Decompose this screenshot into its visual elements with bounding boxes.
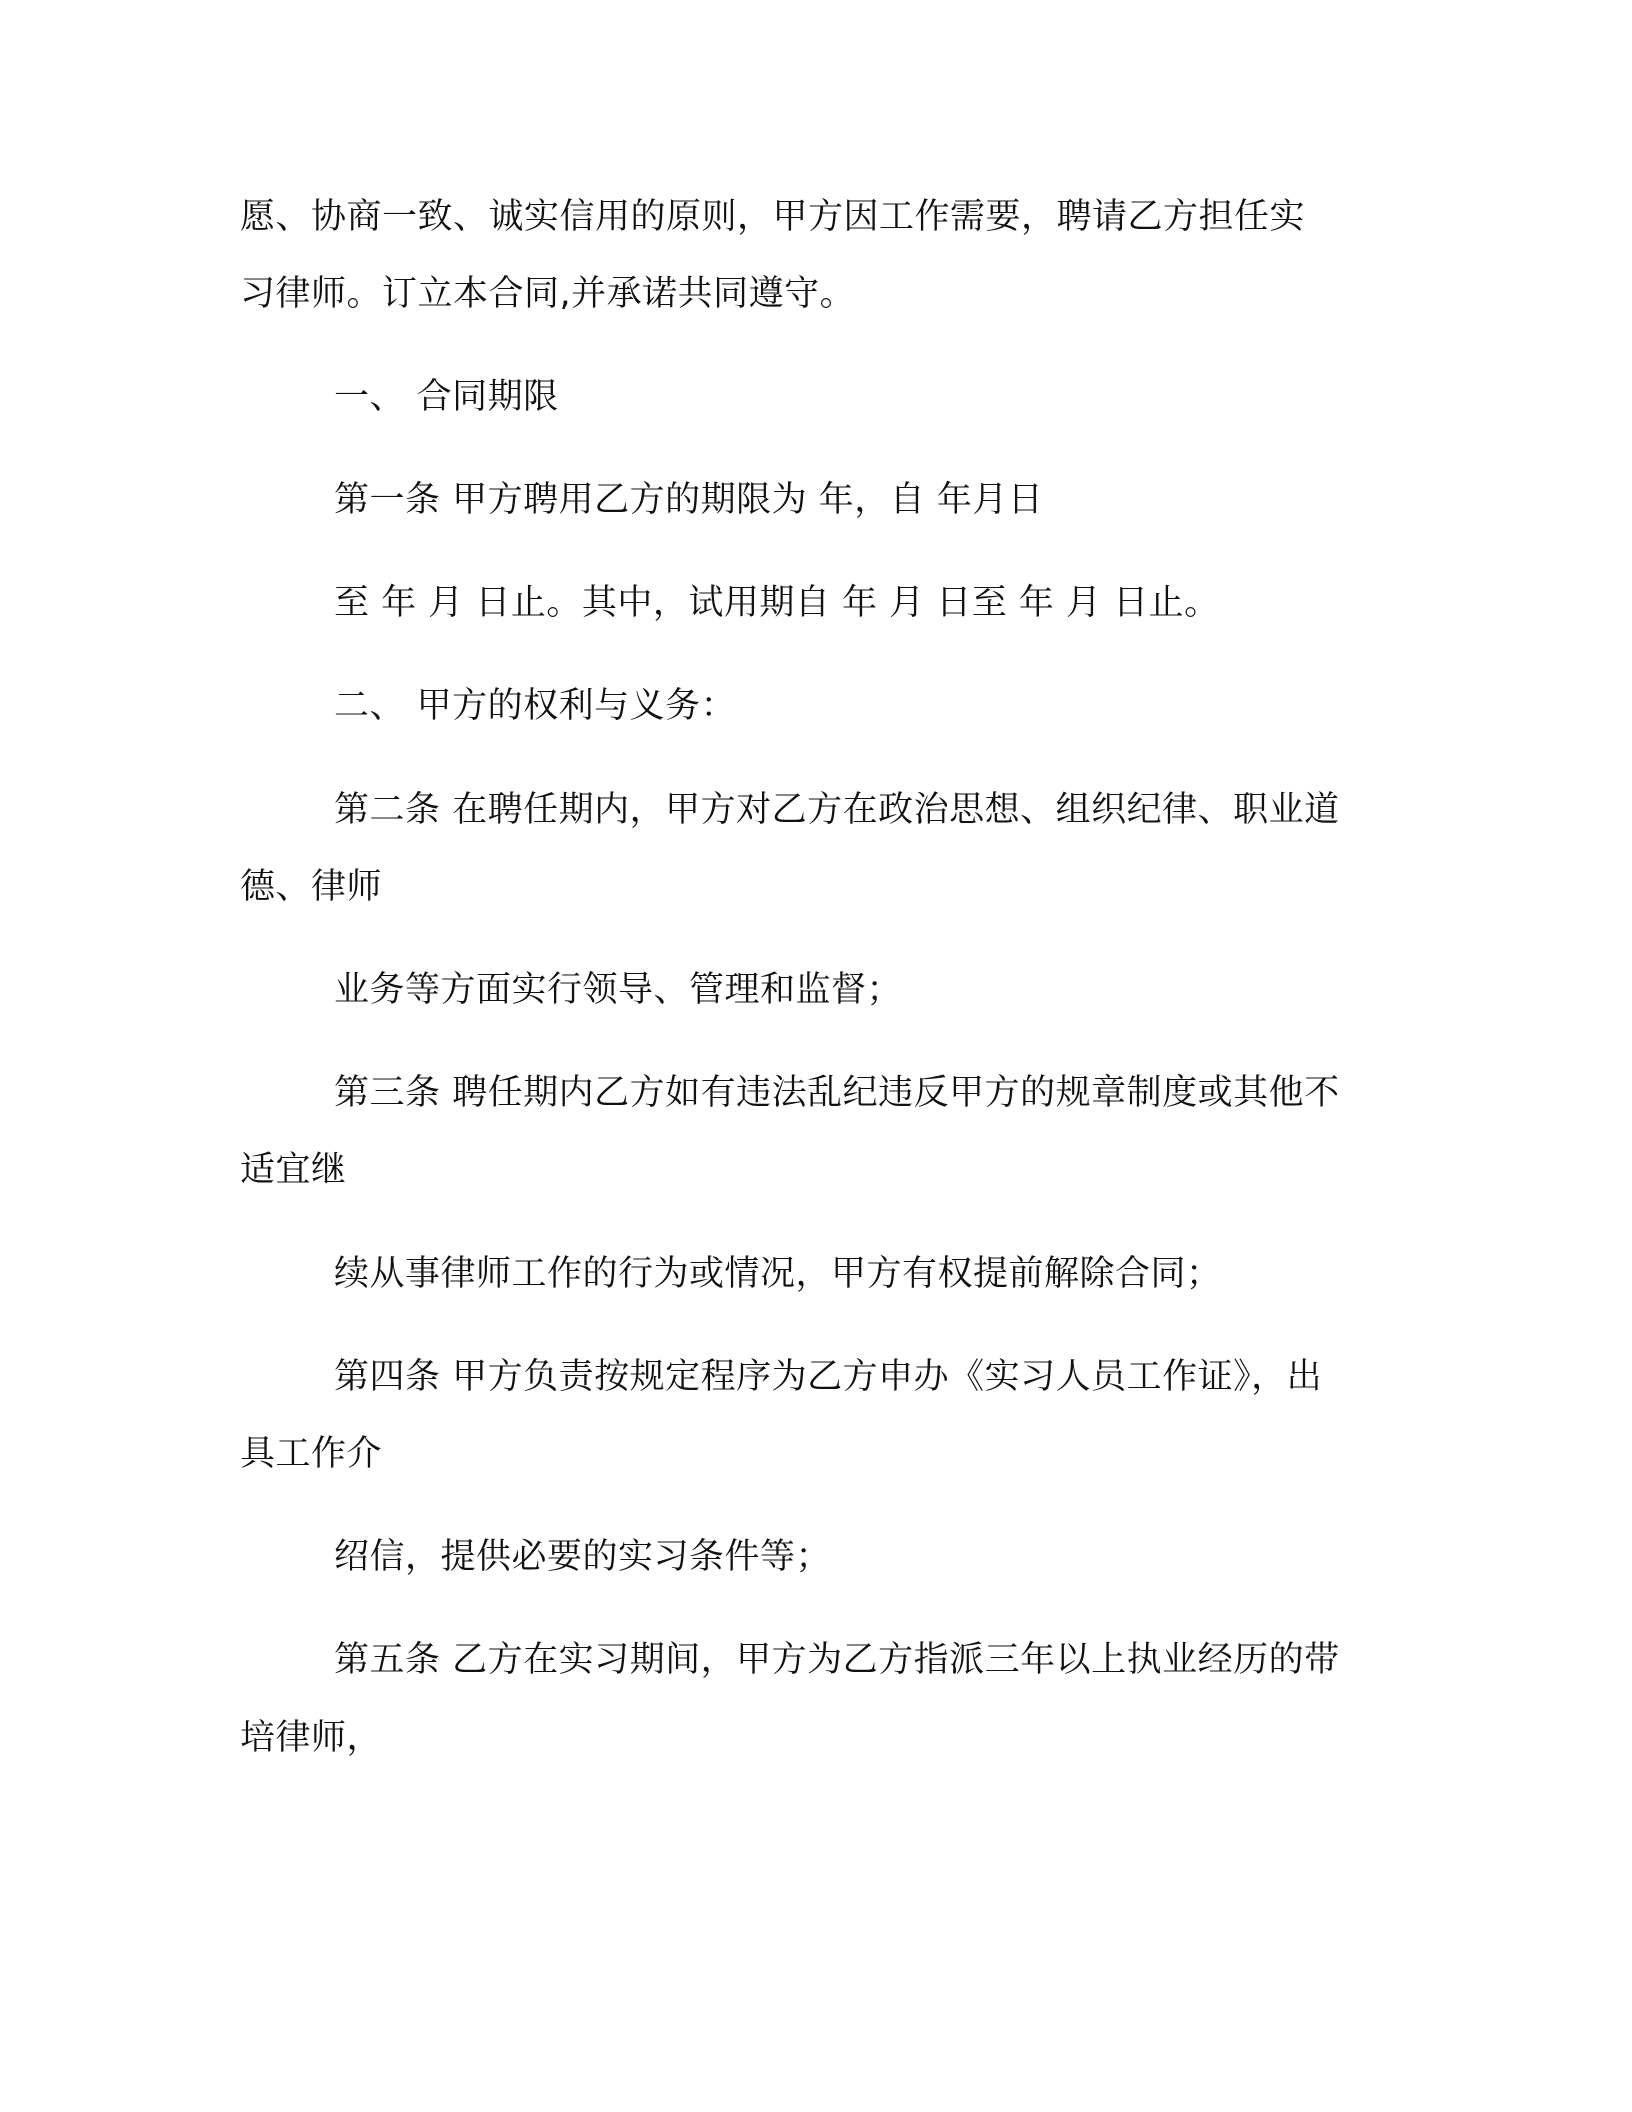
section-heading: 一、 合同期限 bbox=[334, 377, 559, 417]
text-line: 适宜继 bbox=[240, 1150, 347, 1190]
text-line: 业务等方面实行领导、管理和监督； bbox=[334, 970, 903, 1010]
text-line: 至 年 月 日止。其中，试用期自 年 月 日至 年 月 日止。 bbox=[334, 583, 1220, 623]
text-line: 续从事律师工作的行为或情况，甲方有权提前解除合同； bbox=[334, 1254, 1222, 1294]
article-line: 第四条 甲方负责按规定程序为乙方申办《实习人员工作证》，出 bbox=[334, 1357, 1323, 1397]
article-line: 第二条 在聘任期内，甲方对乙方在政治思想、组织纪律、职业道 bbox=[334, 790, 1340, 830]
text-line: 具工作介 bbox=[240, 1434, 383, 1474]
text-line: 绍信，提供必要的实习条件等； bbox=[334, 1537, 832, 1577]
text-line: 愿、协商一致、诚实信用的原则，甲方因工作需要，聘请乙方担任实 bbox=[240, 197, 1306, 237]
article-line: 第五条 乙方在实习期间，甲方为乙方指派三年以上执业经历的带 bbox=[334, 1640, 1340, 1680]
section-heading: 二、 甲方的权利与义务： bbox=[334, 686, 737, 726]
text-line: 习律师。订立本合同,并承诺共同遵守。 bbox=[240, 274, 856, 314]
article-line: 第一条 甲方聘用乙方的期限为 年，自 年月日 bbox=[334, 480, 1044, 520]
text-line: 培律师， bbox=[240, 1718, 383, 1758]
text-line: 德、律师 bbox=[240, 867, 383, 907]
article-line: 第三条 聘任期内乙方如有违法乱纪违反甲方的规章制度或其他不 bbox=[334, 1073, 1340, 1113]
